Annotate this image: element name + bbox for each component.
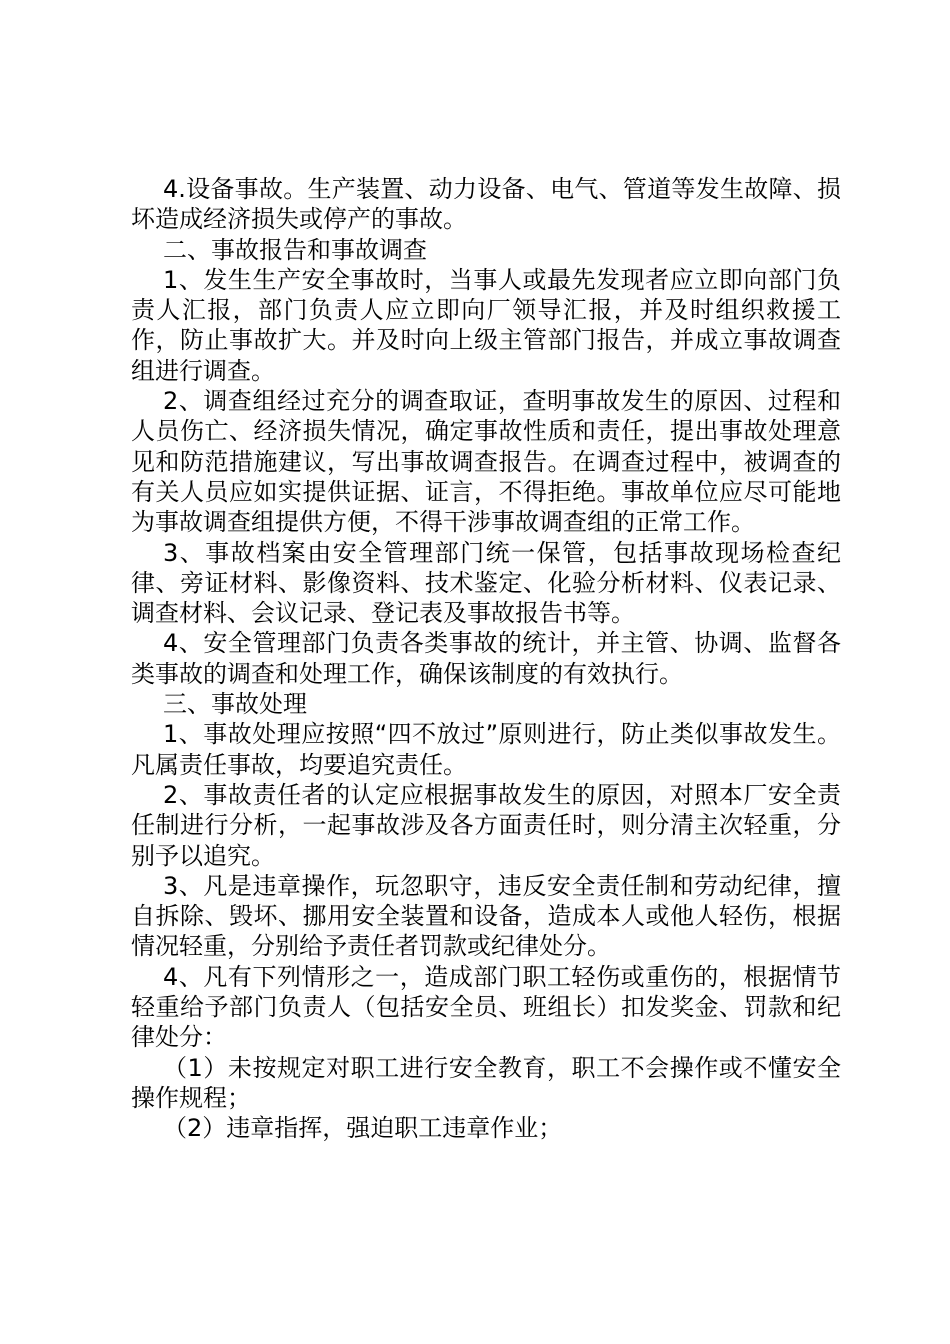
list-item-1: （1）未按规定对职工进行安全教育，职工不会操作或不懂安全操作规程； (131, 1053, 841, 1112)
paragraph-handling-4: 4、凡有下列情形之一，造成部门职工轻伤或重伤的，根据情节轻重给予部门负责人（包括安全员、班组长）扣发奖金、罚款和纪律处分： (131, 962, 841, 1052)
paragraph-handling-1: 1、事故处理应按照“四不放过”原则进行，防止类似事故发生。凡属责任事故，均要追究责任。 (131, 720, 841, 779)
paragraph-report-2: 2、调查组经过充分的调查取证，查明事故发生的原因、过程和人员伤亡、经济损失情况，确定事故性质和责任，提出事故处理意见和防范措施建议，写出事故调查报告。在调查过程中，被调查的有关人员应如实提供证据、证言，不得拒绝。事故单位应尽可能地为事故调查组提供方便，不得干涉事故调查组的正常工作。 (131, 387, 841, 537)
section-heading-report-investigation: 二、事故报告和事故调查 (163, 235, 427, 264)
paragraph-equipment-accident: 4.设备事故。生产装置、动力设备、电气、管道等发生故障、损坏造成经济损失或停产的事故。 (131, 175, 841, 234)
list-item-2: （2）违章指挥，强迫职工违章作业； (163, 1114, 563, 1143)
paragraph-report-1: 1、发生生产安全事故时，当事人或最先发现者应立即向部门负责人汇报，部门负责人应立即向厂领导汇报，并及时组织救援工作，防止事故扩大。并及时向上级主管部门报告，并成立事故调查组进行调查。 (131, 265, 841, 385)
document-body (131, 174, 841, 1144)
paragraph-handling-2: 2、事故责任者的认定应根据事故发生的原因，对照本厂安全责任制进行分析，一起事故涉及各方面责任时，则分清主次轻重，分别予以追究。 (131, 780, 841, 870)
paragraph-handling-3: 3、凡是违章操作，玩忽职守，违反安全责任制和劳动纪律，擅自拆除、毁坏、挪用安全装置和设备，造成本人或他人轻伤，根据情况轻重，分别给予责任者罚款或纪律处分。 (131, 871, 841, 961)
paragraph-report-3: 3、事故档案由安全管理部门统一保管，包括事故现场检查纪律、旁证材料、影像资料、技术鉴定、化验分析材料、仪表记录、调查材料、会议记录、登记表及事故报告书等。 (131, 538, 841, 628)
section-heading-accident-handling: 三、事故处理 (163, 690, 307, 719)
paragraph-report-4: 4、安全管理部门负责各类事故的统计，并主管、协调、监督各类事故的调查和处理工作，确保该制度的有效执行。 (131, 629, 841, 688)
